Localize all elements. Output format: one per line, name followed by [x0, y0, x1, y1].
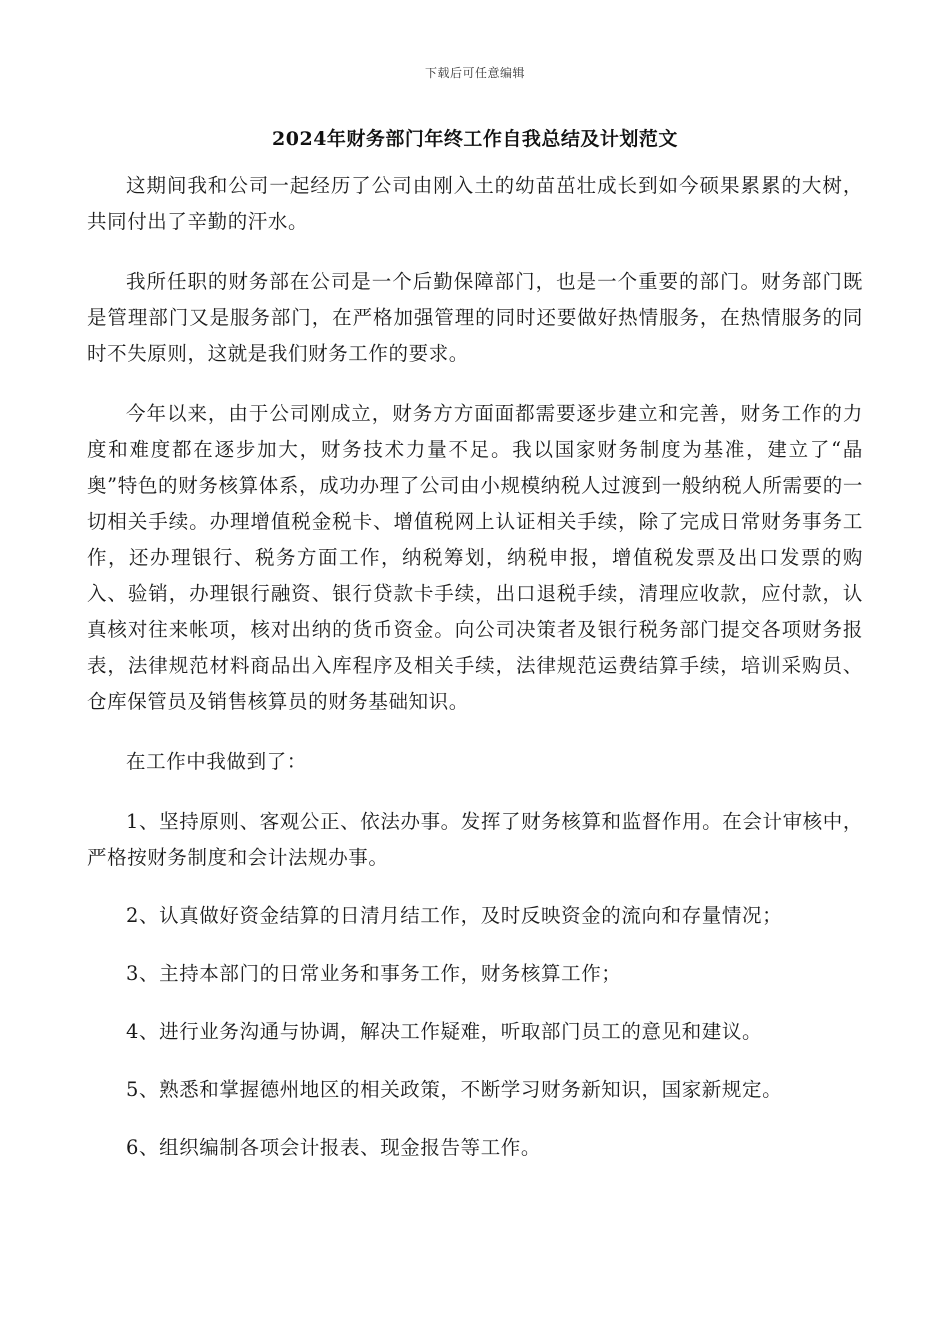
header-note: 下载后可任意编辑: [424, 66, 525, 80]
list-item: 1、坚持原则、客观公正、依法办事。发挥了财务核算和监督作用。在会计审核中，严格按财务制度和会计法规办事。: [87, 810, 863, 869]
paragraph: 今年以来，由于公司刚成立，财务方方面面都需要逐步建立和完善，财务工作的力度和难度都在逐步加大，财务技术力量不足。我以国家财务制度为基准，建立了“晶奥”特色的财务核算体系，成功办理了公司由小规模纳税人过渡到一般纳税人所需要的一切相关手续。办理增值税金税卡、增值税网上认证相关手续，除了完成日常财务事务工作，还办理银行、税务方面工作，纳税筹划，纳税申报，增值税发票及出口发票的购入、验销，办理银行融资、银行贷款卡手续，出口退税手续，清理应收款，应付款，认真核对往来帐项，核对出纳的货币资金。向公司决策者及银行税务部门提交各项财务报表，法律规范材料商品出入库程序及相关手续，法律规范运费结算手续，培训采购员、仓库保管员及销售核算员的财务基础知识。: [87, 402, 863, 713]
list-item: 6、组织编制各项会计报表、现金报告等工作。: [126, 1136, 542, 1159]
document-body: [87, 168, 863, 1188]
list-item: 4、进行业务沟通与协调，解决工作疑难，听取部门员工的意见和建议。: [126, 1020, 763, 1043]
paragraph: 在工作中我做到了：: [126, 750, 307, 773]
list-item: 5、熟悉和掌握德州地区的相关政策，不断学习财务新知识，国家新规定。: [126, 1078, 783, 1101]
paragraph: 这期间我和公司一起经历了公司由刚入土的幼苗茁壮成长到如今硕果累累的大树，共同付出了辛勤的汗水。: [87, 174, 863, 233]
list-item: 3、主持本部门的日常业务和事务工作，财务核算工作；: [126, 962, 622, 985]
document-title: 2024年财务部门年终工作自我总结及计划范文: [272, 128, 678, 150]
paragraph: 我所任职的财务部在公司是一个后勤保障部门，也是一个重要的部门。财务部门既是管理部门又是服务部门，在严格加强管理的同时还要做好热情服务，在热情服务的同时不失原则，这就是我们财务工作的要求。: [87, 270, 863, 365]
list-item: 2、认真做好资金结算的日清月结工作，及时反映资金的流向和存量情况；: [126, 904, 783, 927]
